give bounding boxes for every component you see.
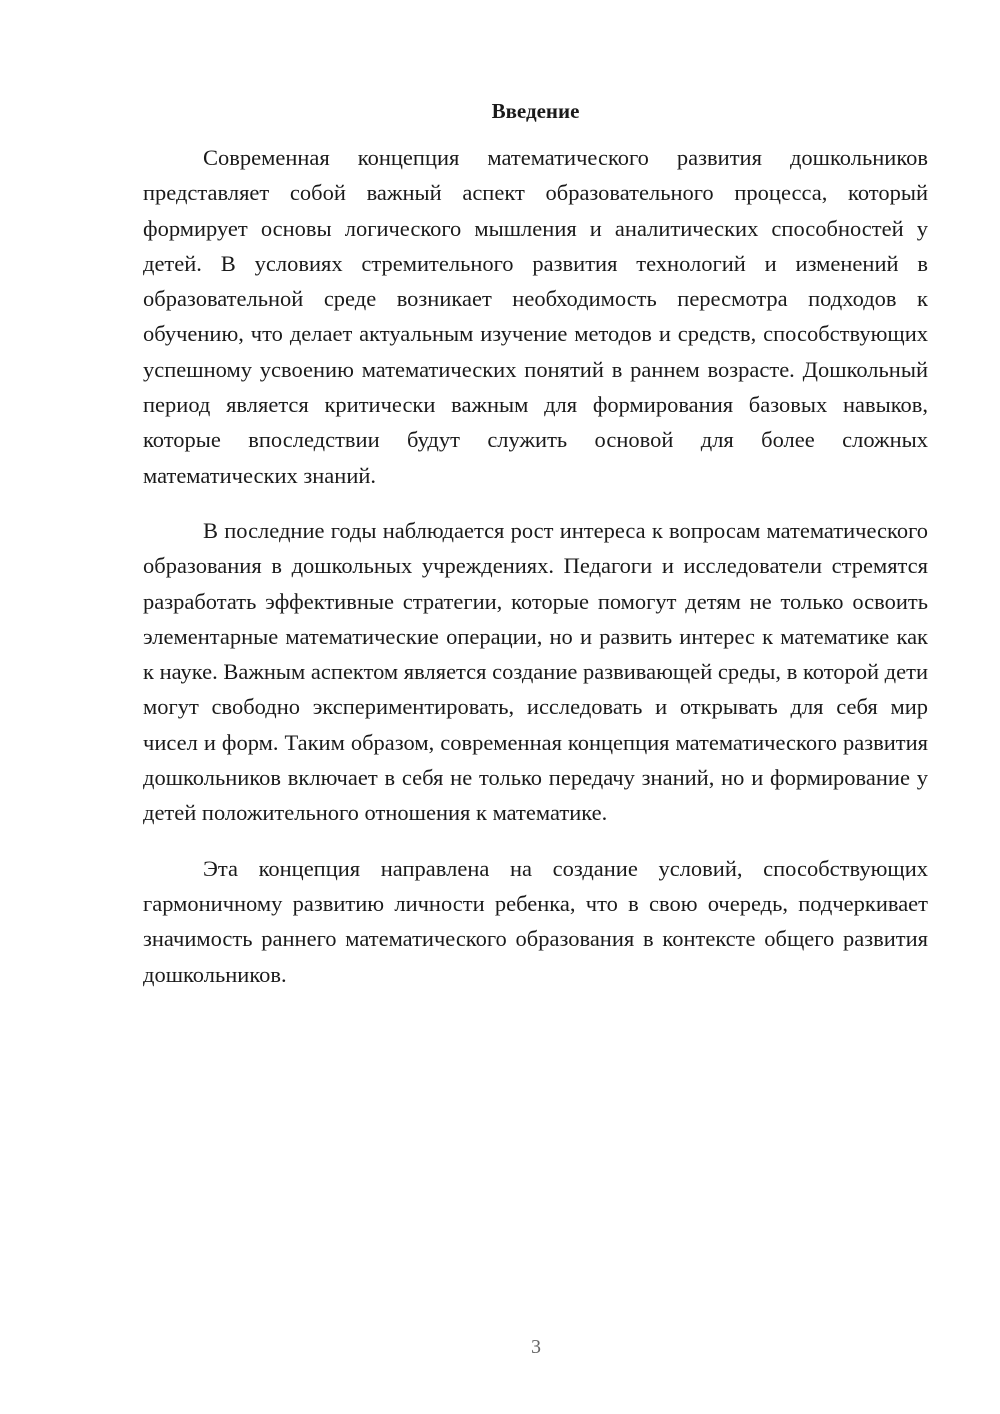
page-content — [143, 98, 928, 1012]
section-heading: Введение — [491, 99, 580, 123]
paragraph-2: В последние годы наблюдается рост интереса к вопросам математического образования в дошкольных учреждениях. Педагоги и исследователи стремятся разработать эффективные стратегии, которые помогут детям не только освоить элементарные математические операции, но и развить интерес к математике как к науке. Важным аспектом является создание развивающей среды, в которой дети могут свободно экспериментировать, исследовать и открывать для себя мир чисел и форм. Таким образом, современная концепция математического развития дошкольников включает в себя не только передачу знаний, но и формирование у детей положительного отношения к математике. — [143, 517, 928, 826]
paragraph-3: Эта концепция направлена на создание условий, способствующих гармоничному развитию личности ребенка, что в свою очередь, подчеркивает значимость раннего математического образования в контексте общего развития дошкольников. — [143, 855, 928, 987]
page-number: 3 — [531, 1336, 541, 1358]
paragraph-1: Современная концепция математического развития дошкольников представляет собой важный аспект образовательного процесса, который формирует основы логического мышления и аналитических способностей у детей. В условиях стремительного развития технологий и изменений в образовательной среде возникает необходимость пересмотра подходов к обучению, что делает актуальным изучение методов и средств, способствующих успешному усвоению математических понятий в раннем возрасте. Дошкольный период является критически важным для формирования базовых навыков, которые впоследствии будут служить основой для более сложных математических знаний. — [143, 145, 928, 488]
